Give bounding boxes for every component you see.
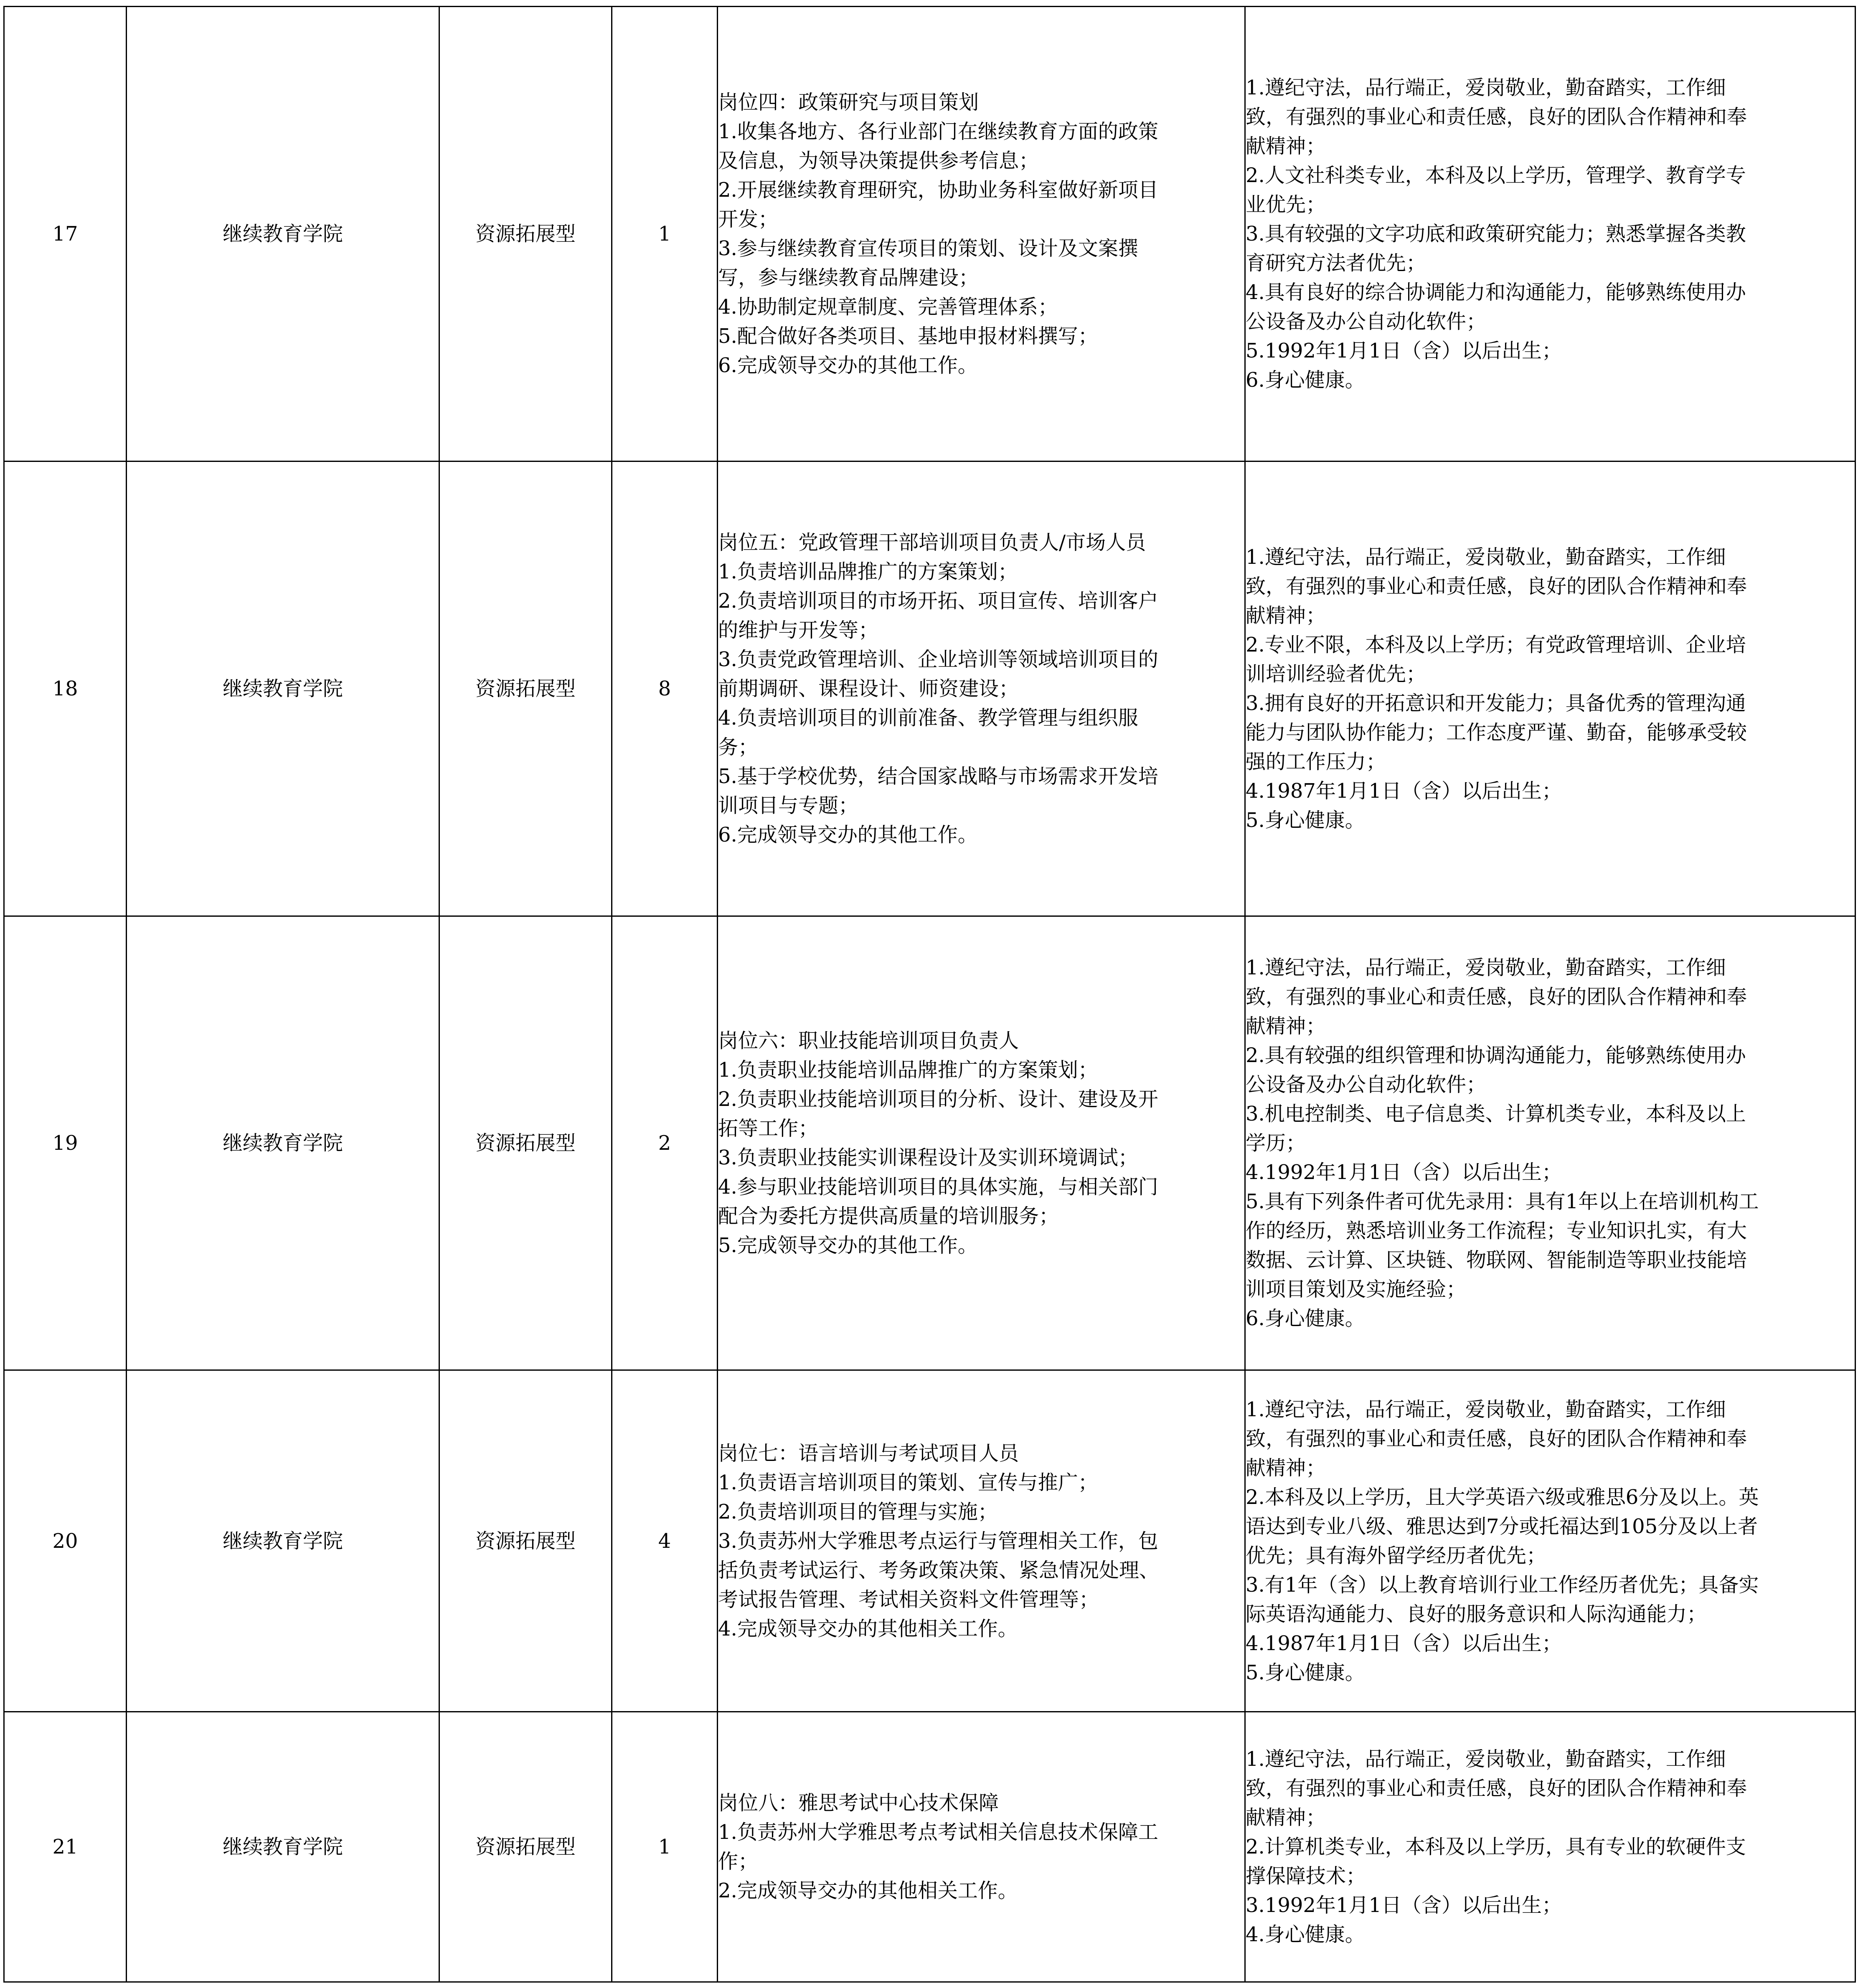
duties-text: 岗位八：雅思考试中心技术保障 1.负责苏州大学雅思考点考试相关信息技术保障工 作； 2.完成领导交办的其他相关工作。: [718, 1791, 1158, 1902]
cell-department: 继续教育学院: [127, 1712, 439, 1982]
requirements-text: 1.遵纪守法，品行端正，爱岗敬业，勤奋踏实，工作细 致，有强烈的事业心和责任感，良好的团队合作精神和奉 献精神； 2.计算机类专业，本科及以上学历，具有专业的软硬件支 撑保障技术； 3.1992年1月1日（含）以后出生； 4.身心健康。: [1246, 1747, 1747, 1946]
cell-headcount: 1: [612, 1712, 718, 1982]
cell-number: 19: [4, 916, 127, 1370]
cell-headcount: 4: [612, 1370, 718, 1712]
recruitment-table: [3, 6, 1856, 1983]
cell-requirements: [1245, 462, 1855, 916]
cell-requirements: [1245, 1712, 1855, 1982]
cell-requirements: [1245, 7, 1855, 462]
table-row: [4, 916, 1855, 1370]
cell-duties: [718, 1712, 1245, 1982]
cell-position-type: 资源拓展型: [439, 1370, 612, 1712]
cell-position-type: 资源拓展型: [439, 1712, 612, 1982]
cell-headcount: 8: [612, 462, 718, 916]
cell-duties: [718, 7, 1245, 462]
cell-requirements: [1245, 916, 1855, 1370]
requirements-text: 1.遵纪守法，品行端正，爱岗敬业，勤奋踏实，工作细 致，有强烈的事业心和责任感，良好的团队合作精神和奉 献精神； 2.具有较强的组织管理和协调沟通能力，能够熟练使用办 公设备及办公自动化软件； 3.机电控制类、电子信息类、计算机类专业，本科及以上 学历； 4.1992年1月1日（含）以后出生； 5.具有下列条件者可优先录用：具有1年以上在培训机构工 作的经历，熟悉培训业务工作流程；专业知识扎实，有大 数据、云计算、区块链、物联网、智能制造等职业技能培 训项目策划及实施经验； 6.身心健康。: [1246, 956, 1759, 1330]
table-row: [4, 462, 1855, 916]
cell-number: 21: [4, 1712, 127, 1982]
cell-number: 18: [4, 462, 127, 916]
cell-position-type: 资源拓展型: [439, 916, 612, 1370]
cell-department: 继续教育学院: [127, 7, 439, 462]
cell-headcount: 2: [612, 916, 718, 1370]
cell-department: 继续教育学院: [127, 1370, 439, 1712]
duties-text: 岗位四：政策研究与项目策划 1.收集各地方、各行业部门在继续教育方面的政策 及信息，为领导决策提供参考信息； 2.开展继续教育理研究，协助业务科室做好新项目 开发； 3.参与继续教育宣传项目的策划、设计及文案撰 写，参与继续教育品牌建设； 4.协助制定规章制度、完善管理体系； 5.配合做好各类项目、基地申报材料撰写； 6.完成领导交办的其他工作。: [718, 91, 1158, 377]
cell-headcount: 1: [612, 7, 718, 462]
cell-position-type: 资源拓展型: [439, 462, 612, 916]
cell-duties: [718, 916, 1245, 1370]
requirements-text: 1.遵纪守法，品行端正，爱岗敬业，勤奋踏实，工作细 致，有强烈的事业心和责任感，良好的团队合作精神和奉 献精神； 2.本科及以上学历，且大学英语六级或雅思6分及以上。英 语达到专业八级、雅思达到7分或托福达到105分及以上者 优先；具有海外留学经历者优先； 3.有1年（含）以上教育培训行业工作经历者优先；具备实 际英语沟通能力、良好的服务意识和人际沟通能力； 4.1987年1月1日（含）以后出生； 5.身心健康。: [1246, 1397, 1759, 1684]
duties-text: 岗位七：语言培训与考试项目人员 1.负责语言培训项目的策划、宣传与推广； 2.负责培训项目的管理与实施； 3.负责苏州大学雅思考点运行与管理相关工作，包 括负责考试运行、考务政策决策、紧急情况处理、 考试报告管理、考试相关资料文件管理等； 4.完成领导交办的其他相关工作。: [718, 1441, 1160, 1641]
table-row: [4, 1370, 1855, 1712]
cell-duties: [718, 1370, 1245, 1712]
table-row: [4, 7, 1855, 462]
duties-text: 岗位六：职业技能培训项目负责人 1.负责职业技能培训品牌推广的方案策划； 2.负责职业技能培训项目的分析、设计、建设及开 拓等工作； 3.负责职业技能实训课程设计及实训环境调试； 4.参与职业技能培训项目的具体实施，与相关部门 配合为委托方提供高质量的培训服务； 5.完成领导交办的其他工作。: [718, 1029, 1158, 1257]
cell-department: 继续教育学院: [127, 916, 439, 1370]
requirements-text: 1.遵纪守法，品行端正，爱岗敬业，勤奋踏实，工作细 致，有强烈的事业心和责任感，良好的团队合作精神和奉 献精神； 2.专业不限，本科及以上学历；有党政管理培训、企业培 训培训经验者优先； 3.拥有良好的开拓意识和开发能力；具备优秀的管理沟通 能力与团队协作能力；工作态度严谨、勤奋，能够承受较 强的工作压力； 4.1987年1月1日（含）以后出生； 5.身心健康。: [1246, 545, 1747, 832]
duties-text: 岗位五：党政管理干部培训项目负责人/市场人员 1.负责培训品牌推广的方案策划； 2.负责培训项目的市场开拓、项目宣传、培训客户 的维护与开发等； 3.负责党政管理培训、企业培训等领域培训项目的 前期调研、课程设计、师资建设； 4.负责培训项目的训前准备、教学管理与组织服 务； 5.基于学校优势，结合国家战略与市场需求开发培 训项目与专题； 6.完成领导交办的其他工作。: [718, 531, 1158, 847]
cell-department: 继续教育学院: [127, 462, 439, 916]
table-row: [4, 1712, 1855, 1982]
cell-requirements: [1245, 1370, 1855, 1712]
requirements-text: 1.遵纪守法，品行端正，爱岗敬业，勤奋踏实，工作细 致，有强烈的事业心和责任感，良好的团队合作精神和奉 献精神； 2.人文社科类专业，本科及以上学历，管理学、教育学专 业优先； 3.具有较强的文字功底和政策研究能力；熟悉掌握各类教 育研究方法者优先； 4.具有良好的综合协调能力和沟通能力，能够熟练使用办 公设备及办公自动化软件； 5.1992年1月1日（含）以后出生； 6.身心健康。: [1246, 76, 1747, 392]
cell-duties: [718, 462, 1245, 916]
cell-number: 20: [4, 1370, 127, 1712]
cell-position-type: 资源拓展型: [439, 7, 612, 462]
cell-number: 17: [4, 7, 127, 462]
